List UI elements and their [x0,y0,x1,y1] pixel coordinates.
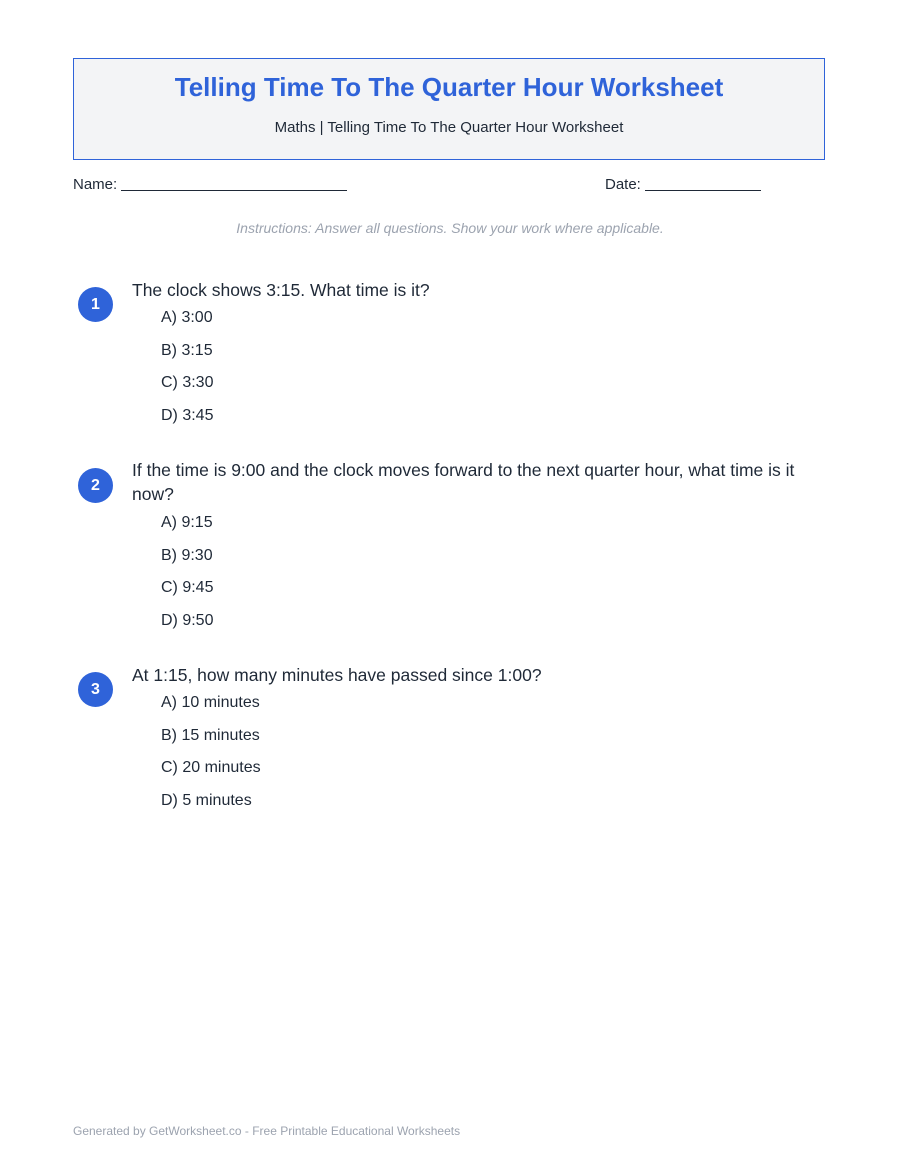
question-text: The clock shows 3:15. What time is it? [132,280,430,300]
answer-option[interactable]: D) 5 minutes [161,791,252,809]
answer-option[interactable]: B) 3:15 [161,341,213,359]
answer-option[interactable]: C) 9:45 [161,579,214,596]
answer-option[interactable]: C) 20 minutes [161,759,261,776]
instructions: Instructions: Answer all questions. Show your work where applicable. [236,220,664,236]
answer-options [161,693,261,823]
answer-option[interactable]: D) 9:50 [161,611,214,629]
answer-option[interactable]: B) 9:30 [161,546,213,564]
worksheet-subtitle: Maths | Telling Time To The Quarter Hour Worksheet [274,119,624,136]
student-fields [73,176,825,198]
date-field[interactable] [605,176,761,193]
question-number-badge: 2 [78,468,113,503]
worksheet-header [73,58,825,160]
answer-options [161,513,213,643]
question-text: If the time is 9:00 and the clock moves forward to the next quarter hour, what time is it now? [132,460,795,504]
name-field[interactable] [73,176,347,193]
footer-credit: Generated by GetWorksheet.co - Free Printable Educational Worksheets [73,1124,461,1138]
answer-option[interactable]: C) 3:30 [161,374,214,391]
answer-option[interactable]: A) 10 minutes [161,694,260,711]
answer-option[interactable]: D) 3:45 [161,406,214,424]
question-text: At 1:15, how many minutes have passed since 1:00? [132,665,542,685]
name-blank-line [121,176,347,191]
worksheet-title: Telling Time To The Quarter Hour Worksheet [174,72,724,102]
answer-option[interactable]: B) 15 minutes [161,726,260,744]
question-number-badge: 1 [78,287,113,322]
date-blank-line [645,176,761,191]
date-label: Date: [605,176,641,193]
name-label: Name: [73,176,118,193]
question-number-badge: 3 [78,672,113,707]
answer-option[interactable]: A) 3:00 [161,309,213,326]
answer-option[interactable]: A) 9:15 [161,514,213,531]
answer-options [161,308,213,438]
